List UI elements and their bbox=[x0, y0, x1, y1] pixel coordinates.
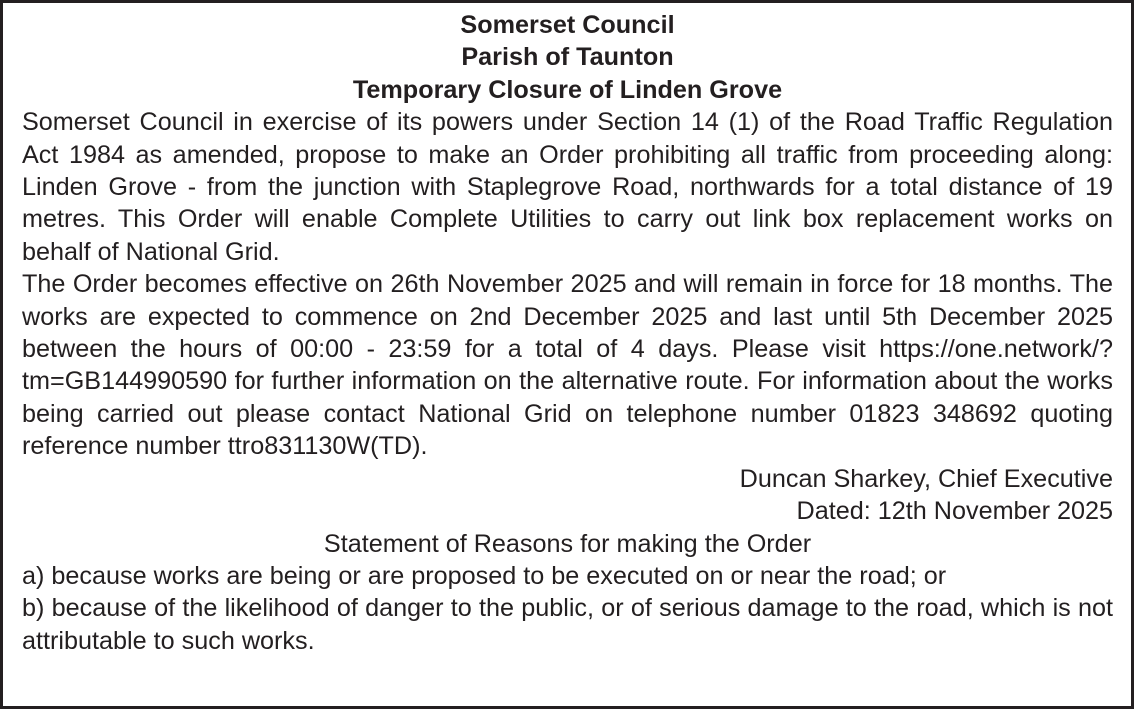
reason-b: b) because of the likelihood of danger to the public, or of serious damage to the road, which is not attributable to such works. bbox=[22, 594, 1113, 655]
dated-line: Dated: 12th November 2025 bbox=[796, 497, 1113, 526]
signatory: Duncan Sharkey, Chief Executive bbox=[739, 464, 1113, 493]
reason-a: a) because works are being or are proposed to be executed on or near the road; or bbox=[22, 561, 947, 590]
reasons-heading: Statement of Reasons for making the Order bbox=[323, 529, 812, 558]
effective-paragraph: The Order becomes effective on 26th November 2025 and will remain in force for 18 months. The works are expected to commence on 2nd December 2025 and last until 5th December 2025 between the hours of 00:00 - 23:59 for a total of 4 days. Please visit https://one.network/?tm=GB144990590 for further information on the alternative route. For information about the works being carried out please contact National Grid on telephone number 01823 348692 quoting reference number ttro831130W(TD). bbox=[22, 270, 1113, 461]
council-name: Somerset Council bbox=[460, 11, 675, 39]
notice-title: Temporary Closure of Linden Grove bbox=[352, 75, 783, 104]
order-paragraph: Somerset Council in exercise of its powers under Section 14 (1) of the Road Traffic Regulation Act 1984 as amended, propose to make an Order prohibiting all traffic from proceeding along: Linden Grove - from the junction with Staplegrove Road, northwards for a total distance of 19 metres. This Order will enable Complete Utilities to carry out link box replacement works on behalf of National Grid. bbox=[22, 108, 1113, 266]
parish-name: Parish of Taunton bbox=[461, 43, 674, 72]
